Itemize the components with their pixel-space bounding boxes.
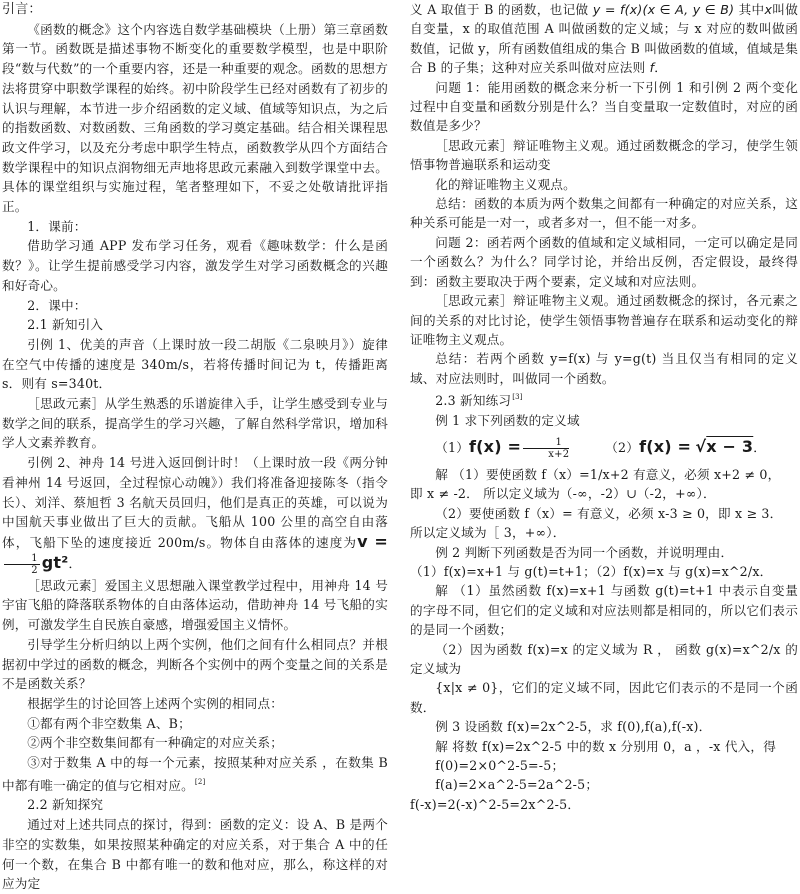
example-2-title: 例 2 判断下列函数是否为同一个函数，并说明理由．: [435, 544, 734, 560]
definition-where: 其中: [738, 2, 765, 17]
fraction-denominator: 2: [31, 564, 38, 576]
common-point-1: ①都有两个非空数集 A、B；: [27, 715, 191, 731]
example-1-paragraph: 引例 1、优美的声音（上课时放一段二胡版《二泉映月》）旋律在空气中传播的速度是 340m/s，若将传播时间记为 t，传播距离 s．则有 s=340t．: [2, 336, 388, 392]
solution-3-line-d: f(-x)=2(-x)^2-5=2x^2-5．: [410, 796, 581, 812]
fraction-numerator: 1: [4, 553, 40, 565]
variable-x: x: [764, 2, 773, 17]
example-2-items: （1）f(x)=x+1 与 g(t)=t+1；（2）f(x)=x 与 g(x)=x^2/x．: [410, 563, 773, 579]
function-2-lhs: f(x) =: [639, 436, 692, 456]
intro-heading: 引言：: [2, 2, 42, 17]
rule-f: f: [649, 60, 655, 76]
example-1-end: ．: [753, 439, 767, 455]
common-point-3-text: ③对于数集 A 中的每一个元素，按照某种对应关系 ，在数集 B 中都有唯一确定的值与它相对应。: [2, 755, 388, 793]
summary-2-paragraph: 总结：若两个函数 y=f(x) 与 y=g(t) 当且仅当有相同的定义域、对应法则时，叫做同一个函数。: [410, 351, 798, 386]
solution-3-line-c: f(a)=2×a^2-5=2a^2-5；: [435, 777, 599, 793]
function-notation-formula: y = f(x)(x ∈ A, y ∈ B): [592, 2, 735, 17]
item-1-label: （1）: [435, 439, 469, 455]
example-3-title: 例 3 设函数 f(x)=2x^2-5，求 f(0),f(a),f(-x)．: [435, 719, 712, 735]
discuss-paragraph: 根据学生的讨论回答上述两个实例的相同点：: [27, 695, 284, 711]
solution-2-part-3: {x|x ≠ 0}，它们的定义域不同，因此它们表示的不是同一个函数．: [410, 680, 798, 715]
fraction-denominator: x+2: [548, 448, 570, 460]
explore-paragraph: 通过对上述共同点的探讨，得到：函数的定义：设 A、B 是两个非空的实数集，如果按照某种确定的对应关系，对于集合 A 中的任何一个数，在集合 B 中都有唯一的数和他对应，那么，称这样的对应为定: [2, 817, 388, 892]
citation-ref: [3]: [512, 393, 523, 402]
pre-class-paragraph: 借助学习通 APP 发布学习任务，观看《趣味数学：什么是函数？》。让学生提前感受学习内容，激发学生对学习函数概念的兴趣和好奇心。: [2, 238, 388, 293]
left-column: [2, 0, 388, 894]
sizheng-3-line-2: 化的辩证唯物主义观点。: [435, 176, 576, 192]
solution-1-line-c: （2）要使函数 f（x）= 有意义，必须 x-3 ≥ 0，即 x ≥ 3．: [435, 505, 783, 521]
section-2-2-heading: 2.2 新知探究: [27, 797, 104, 813]
definition-end: ．: [654, 60, 668, 76]
in-class-heading: 2．课中：: [27, 297, 87, 313]
function-1-lhs: f(x) =: [469, 436, 522, 456]
question-1-paragraph: 问题 1：能用函数的概念来分析一下引例 1 和引例 2 两个变化过程中自变量和函数分别是什么？当自变量取一定数值时，对应的函数值是多少？: [410, 79, 798, 134]
sizheng-3-line-1: ［思政元素］辩证唯物主义观。通过函数概念的学习，使学生领悟事物普遍联系和运动变: [410, 137, 798, 173]
solution-1-line-a: 解 （1）要使函数 f（x）=1/x+2 有意义，必须 x+2 ≠ 0，: [435, 466, 781, 482]
definition-body: x 的取值范围 A 叫做函数的定义域；与 x 对应的数叫做函数值，记做 y，所有函数值组成的集合 B 叫做函数的值域，值域是集合 B 的子集；这种对应关系叫做对应法则: [410, 21, 798, 76]
right-column: [410, 0, 798, 814]
velocity-formula-rest: gt²: [41, 552, 69, 572]
solution-3-line-a: 解 将数 f(x)=2x^2-5 中的数 x 分别用 0，a ，-x 代入，得: [435, 738, 776, 754]
function-1-fraction: [523, 437, 569, 460]
solution-2-part-2: （2）因为函数 f(x)=x 的定义域为 R ， 函数 g(x)=x^2/x 的定义域为: [410, 641, 798, 676]
section-2-3-heading: [410, 388, 798, 410]
radicand: x − 3: [706, 436, 754, 456]
common-point-3: [2, 753, 388, 795]
pre-class-heading: 1．课前：: [27, 218, 87, 234]
fraction-numerator: 1: [523, 437, 569, 449]
definition-start: 义 A 取值于 B 的函数，也记做: [410, 2, 589, 17]
example-2-paragraph: [2, 453, 388, 576]
guide-paragraph: 引导学生分析归纳以上两个实例，他们之间有什么相同点？并根据初中学过的函数的概念，判断各个实例中的两个变量之间的关系是不是函数关系？: [2, 636, 388, 692]
example-1-title: 例 1 求下列函数的定义域: [435, 412, 580, 428]
question-2-paragraph: 问题 2：函若两个函数的值域和定义域相同，一定可以确定是同一个函数么？为什么？同学讨论，并给出反例，否定假设，最终得到：函数主要取决于两个要素，定义域和对应法则。: [410, 234, 798, 289]
definition-independent: 叫做自变量，: [410, 2, 798, 37]
solution-1-line-d: 所以定义域为［ 3，+∞）．: [410, 525, 566, 541]
sizheng-2-paragraph: ［思政元素］爱国主义思想融入课堂教学过程中，用神舟 14 号宇宙飞船的降落联系物体的自由落体运动，借助神舟 14 号飞船的实例，可激发学生自民族自豪感，增强爱国主义情怀。: [2, 577, 388, 633]
intro-paragraph: 《函数的概念》这个内容选自数学基础模块（上册）第三章函数第一节。函数既是描述事物不断变化的重要数学模型，也是中职阶段“数与代数”的一个重要内容，还是一种重要的观念。函数的思想方法将贯穿中职数学课程的始终。初中阶段学生已经对函数有了初步的认识与理解，本节进一步介绍函数的定义域、值域等知识点，为之后的指数函数、对数函数、三角函数的学习奠定基础。结合相关课程思政文件学习，以及充分考虑中职学生特点，函数教学从四个方面结合数学课程中的知识点润物细无声地将思政元素融入到数学课堂中去。具体的课堂组织与实施过程，笔者整理如下，不妥之处敬请批评指正。: [2, 21, 388, 215]
sizheng-1-paragraph: ［思政元素］从学生熟悉的乐谱旋律入手，让学生感受到专业与数学之间的联系，提高学生的学习兴趣，了解自然科学常识，增加科学人文素养教育。: [2, 396, 388, 451]
citation-ref: [2]: [194, 777, 206, 786]
definition-paragraph: [410, 0, 798, 78]
sqrt-sign: √: [695, 436, 707, 456]
example-2-text: 引例 2、神舟 14 号进入返回倒计时！（上课时放一段《两分钟看神州 14 号返回，全过程惊心动魄》）我们将准备迎接陈冬（指令长）、刘洋、蔡旭哲 3 名航天员回归，他们是真正的英雄，可以说为中国航天事业做出了巨大的贡献。飞船从 100 公里的高空自由落体，飞船下坠的速度接近 200m/s。物体自由落体的速度为: [2, 455, 388, 550]
solution-3-line-b: f(0)=2×0^2-5=-5；: [435, 758, 565, 774]
item-2-label: （2）: [605, 439, 640, 455]
example-1-functions: [410, 430, 798, 465]
velocity-formula-fraction: [4, 553, 40, 576]
common-point-2: ②两个非空数集间都有一种确定的对应关系；: [27, 735, 284, 751]
velocity-formula-end: ．: [68, 555, 82, 571]
summary-1-paragraph: 总结：函数的本质为两个数集之间都有一种确定的对应关系，这种关系可能是一对一，或者多对一，但不能一对多。: [410, 196, 798, 231]
section-2-3-text: 2.3 新知练习: [435, 393, 512, 409]
velocity-formula-lhs: v =: [357, 531, 388, 551]
solution-1-line-b: 即 x ≠ -2． 所以定义域为（-∞，-2）∪（-2，+∞）．: [410, 486, 716, 502]
section-2-1-heading: 2.1 新知引入: [27, 317, 104, 333]
solution-2-part-1: 解 （1）虽然函数 f(x)=x+1 与函数 g(t)=t+1 中表示自变量的字母不同，但它们的定义域和对应法则都是相同的，所以它们表示的是同一个函数；: [410, 583, 798, 638]
sizheng-4-paragraph: ［思政元素］辩证唯物主义观。通过函数概念的探讨，各元素之间的关系的对比讨论，使学生领悟事物普遍存在联系和运动变化的辩证唯物主义观点。: [410, 293, 798, 347]
